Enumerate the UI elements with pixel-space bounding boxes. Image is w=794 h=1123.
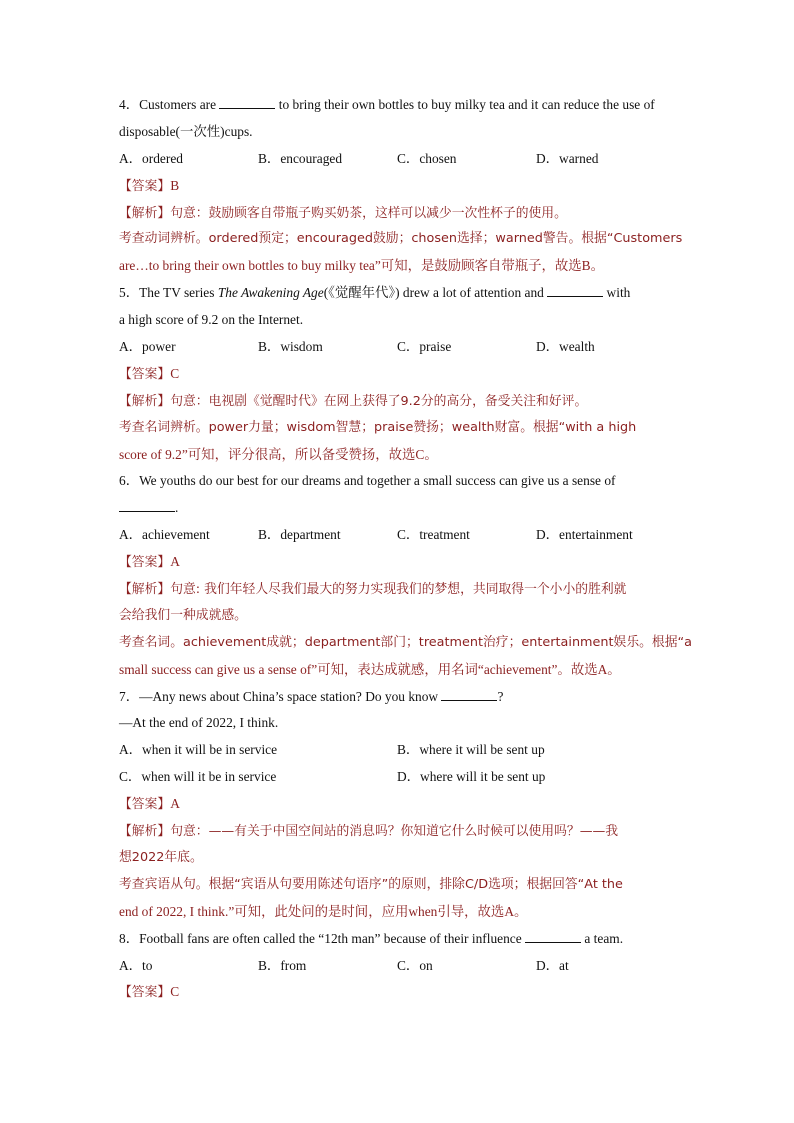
answer-tag: 【答案】 bbox=[119, 555, 171, 571]
q5-analysis-2: 考查名词辨析。power力量；wisdom智慧；praise赞扬；wealth财富。根据“with a high bbox=[119, 419, 637, 435]
q7-options-row-1 bbox=[119, 737, 679, 764]
q7-answer-value: A bbox=[170, 796, 180, 812]
q6-analysis-meaning: 句意: 我们年轻人尽我们最大的努力实现我们的梦想，共同取得一个小小的胜利就 bbox=[170, 582, 627, 598]
analysis-tag: 【解析】 bbox=[119, 205, 171, 221]
q6-stem-line-2 bbox=[119, 495, 679, 522]
q4-stem-text-end: to bring their own bottles to buy milky tea and it can reduce the use of bbox=[275, 97, 655, 112]
q6-option-b: B．department bbox=[258, 527, 341, 543]
q6-analysis-2: 考查名词。achievement成就；department部门；treatment治疗；entertainment娱乐。根据“a bbox=[119, 634, 692, 650]
q4-options bbox=[119, 146, 679, 173]
q7-stem-text: 7．—Any news about China’s space station? Do you know bbox=[119, 688, 442, 704]
q6-options bbox=[119, 522, 679, 549]
analysis-tag: 【解析】 bbox=[119, 824, 171, 840]
q7-stem-line-1 bbox=[119, 684, 679, 711]
q8-option-b: B．from bbox=[258, 957, 307, 973]
q7-analysis-1 bbox=[119, 818, 679, 845]
q4-answer bbox=[119, 173, 679, 200]
analysis-tag: 【解析】 bbox=[119, 393, 171, 409]
analysis-tag: 【解析】 bbox=[119, 582, 171, 598]
q7-option-a: A．when it will be in service bbox=[119, 742, 278, 758]
answer-tag: 【答案】 bbox=[119, 985, 171, 1001]
q5-answer bbox=[119, 361, 679, 388]
q7-analysis-1b: 想2022年底。 bbox=[119, 849, 203, 865]
q6-answer-value: A bbox=[170, 554, 180, 570]
q7-answer bbox=[119, 791, 679, 818]
q4-analysis-1 bbox=[119, 200, 679, 227]
q8-option-d: D．at bbox=[536, 957, 569, 973]
q5-option-b: B．wisdom bbox=[258, 339, 323, 355]
q8-stem-line-1 bbox=[119, 926, 679, 953]
q4-analysis-meaning: 句意：鼓励顾客自带瓶子购买奶茶，这样可以减少一次性杯子的使用。 bbox=[170, 205, 567, 221]
q5-stem-line-2: a high score of 9.2 on the Internet. bbox=[119, 312, 304, 328]
question-list bbox=[119, 92, 692, 1006]
q7-analysis-3: end of 2022, I think.”可知，此处问的是时间，应用when引导，故选A。 bbox=[119, 903, 528, 919]
q5-option-d: D．wealth bbox=[536, 339, 595, 355]
q8-answer bbox=[119, 979, 679, 1006]
q7-analysis-meaning: 句意：——有关于中国空间站的消息吗？你知道它什么时候可以使用吗？——我 bbox=[170, 824, 619, 840]
answer-tag: 【答案】 bbox=[119, 366, 171, 382]
q6-analysis-3: small success can give us a sense of”可知，表达成就感，用名词“achievement”。故选A。 bbox=[119, 661, 621, 677]
q6-stem-line-1: 6．We youths do our best for our dreams and together a small success can give us a sense of bbox=[119, 473, 616, 489]
q4-option-c: C．chosen bbox=[397, 150, 457, 166]
q5-stem-line-1 bbox=[119, 280, 679, 307]
q5-option-c: C．praise bbox=[397, 339, 452, 355]
q6-option-d: D．entertainment bbox=[536, 527, 633, 543]
q5-answer-value: C bbox=[170, 365, 180, 381]
q4-analysis-3: are…to bring their own bottles to buy milky tea”可知，是鼓励顾客自带瓶子，故选B。 bbox=[119, 258, 604, 274]
q5-series-title: The Awakening Age bbox=[217, 285, 324, 301]
q5-stem-text-end: with bbox=[603, 285, 631, 301]
q6-answer bbox=[119, 549, 679, 576]
q8-blank bbox=[525, 931, 581, 943]
q8-option-c: C．on bbox=[397, 957, 433, 973]
answer-tag: 【答案】 bbox=[119, 178, 171, 194]
q4-stem-cont: disposable(一次性)cups. bbox=[119, 123, 253, 139]
q7-options-row-2 bbox=[119, 764, 679, 791]
q8-stem-text: 8．Football fans are often called the “12th man” because of their influence bbox=[119, 930, 526, 946]
q4-answer-value: B bbox=[170, 177, 180, 193]
q5-option-a: A．power bbox=[119, 339, 176, 355]
q7-blank bbox=[441, 689, 497, 701]
q4-option-a: A．ordered bbox=[119, 150, 183, 166]
q4-analysis-2: 考查动词辨析。ordered预定；encouraged鼓励；chosen选择；warned警告。根据“Customers bbox=[119, 231, 683, 247]
q5-options bbox=[119, 334, 679, 361]
q4-option-b: B．encouraged bbox=[258, 150, 343, 166]
q6-option-a: A．achievement bbox=[119, 527, 210, 543]
q7-analysis-2: 考查宾语从句。根据“宾语从句要用陈述句语序”的原则，排除C/D选项；根据回答“At the bbox=[119, 876, 623, 892]
q5-blank bbox=[547, 285, 603, 297]
q4-stem-line-1 bbox=[119, 92, 679, 119]
q7-option-c: C．when will it be in service bbox=[119, 769, 277, 785]
answer-tag: 【答案】 bbox=[119, 797, 171, 813]
q4-stem-line-2 bbox=[119, 119, 679, 146]
q8-answer-value: C bbox=[170, 984, 180, 1000]
q5-analysis-1 bbox=[119, 388, 679, 415]
q6-blank bbox=[119, 500, 175, 512]
q5-analysis-3: score of 9.2”可知，评分很高，所以备受赞扬，故选C。 bbox=[119, 446, 438, 462]
q8-options bbox=[119, 953, 679, 980]
q8-option-a: A．to bbox=[119, 957, 153, 973]
q7-option-b: B．where it will be sent up bbox=[397, 742, 545, 758]
q6-analysis-1 bbox=[119, 576, 679, 603]
q5-stem-text: 5．The TV series bbox=[119, 285, 218, 301]
q4-stem-text: 4．Customers are bbox=[119, 97, 220, 112]
q7-stem-end: ? bbox=[497, 688, 504, 704]
q7-option-d: D．where will it be sent up bbox=[397, 769, 546, 785]
q6-analysis-1b: 会给我们一种成就感。 bbox=[119, 607, 247, 623]
q6-stem-end: . bbox=[175, 500, 179, 516]
q7-stem-line-2: —At the end of 2022, I think. bbox=[119, 715, 279, 731]
q4-option-d: D．warned bbox=[536, 150, 599, 166]
q4-blank bbox=[219, 97, 275, 109]
q5-stem-text-mid: (《觉醒年代》) drew a lot of attention and bbox=[323, 285, 548, 301]
q5-analysis-meaning: 句意：电视剧《觉醒时代》在网上获得了9.2分的高分，备受关注和好评。 bbox=[170, 393, 588, 409]
q8-stem-end: a team. bbox=[581, 930, 624, 946]
q6-option-c: C．treatment bbox=[397, 527, 470, 543]
